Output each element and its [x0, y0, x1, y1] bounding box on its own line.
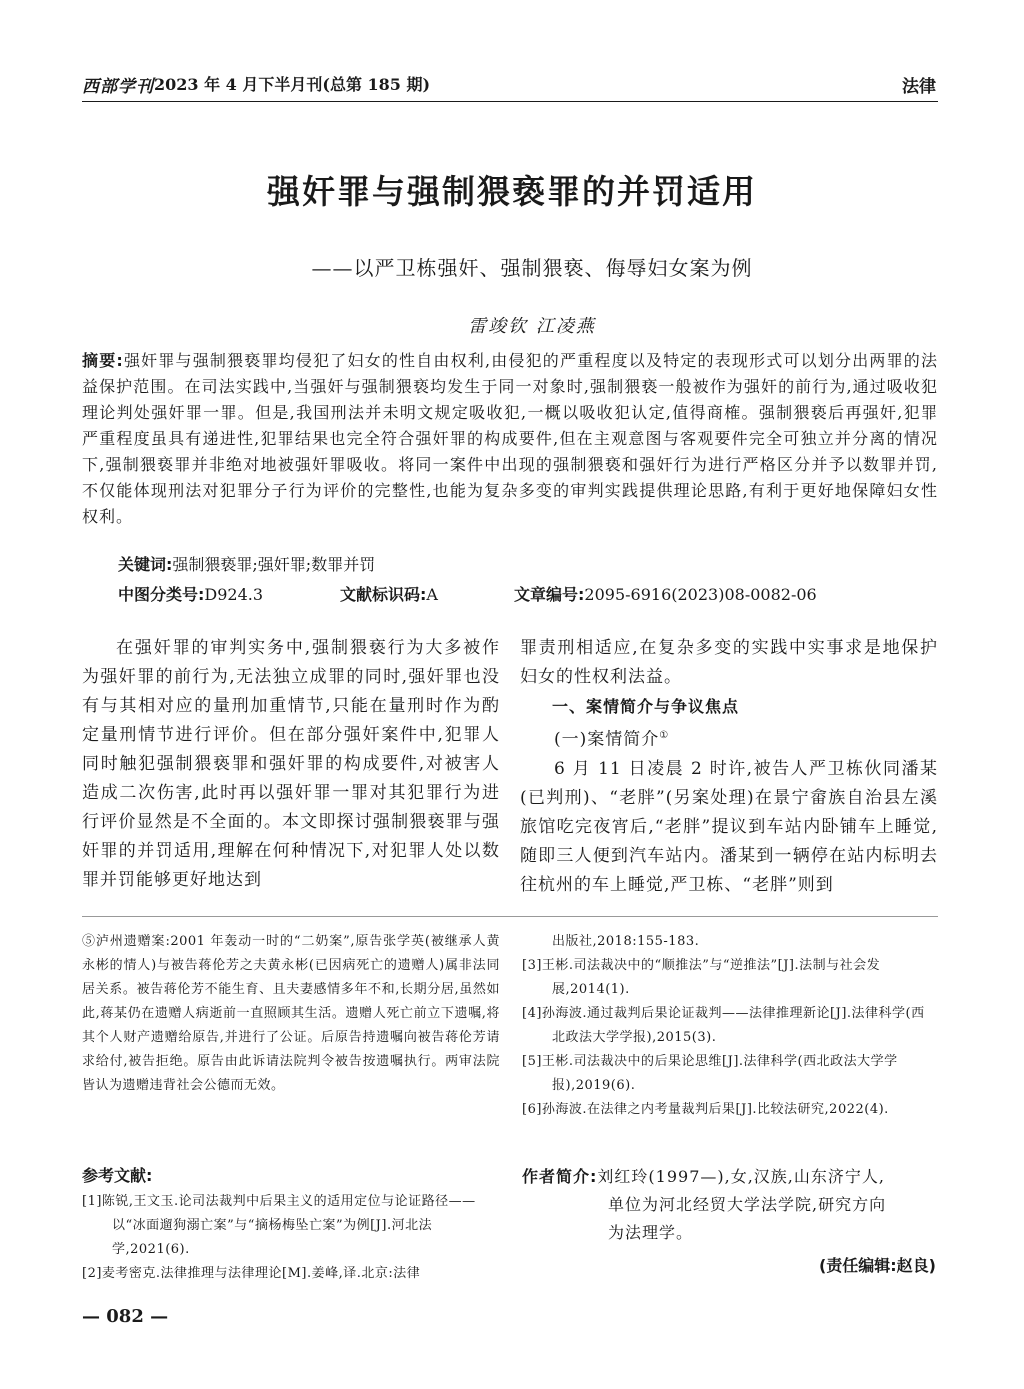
- reference-item: [1]陈锐,王文玉.论司法裁判中后果主义的适用定位与论证路径——以“冰面遛狗溺亡案”与“摘杨梅坠亡案”为例[J].河北法学,2021(6).: [82, 1194, 476, 1257]
- subsection-heading: [520, 721, 938, 755]
- art-label: 文章编号:: [514, 585, 585, 604]
- body-paragraph: 6 月 11 日凌晨 2 时许,被告人严卫栋伙同潘某(已判刑)、“老胖”(另案处理)在景宁畲族自治县左溪旅馆吃完夜宵后,“老胖”提议到车站内卧铺车上睡觉,随即三人便到汽车站内。潘某到一辆停在站内标明去往杭州的车上睡觉,严卫栋、“老胖”则到: [520, 758, 938, 895]
- reference-item: [2]麦考密克.法律推理与法律理论[M].姜峰,译.北京:法律: [82, 1266, 421, 1281]
- doc-label: 文献标识码:: [340, 585, 427, 604]
- article-subtitle: ——以严卫栋强奸、强制猥亵、侮辱妇女案为例: [311, 256, 753, 280]
- section-label: 法律: [902, 77, 936, 97]
- references-heading: 参考文献:: [82, 1166, 153, 1185]
- reference-item: [3]王彬.司法裁决中的“顺推法”与“逆推法”[J].法制与社会发展,2014(1).: [522, 958, 881, 997]
- footnote-marker: ①: [659, 730, 670, 741]
- footnote-left: ⑤泸州遗赠案:2001 年轰动一时的“二奶案”,原告张学英(被继承人黄永彬的情人)与被告蒋伦芳之夫黄永彬(已因病死亡的遗赠人)属非法同居关系。被告蒋伦芳不能生育、且夫妻感情多年不和,长期分居,虽然如此,蒋某仍在遗赠人病逝前一直照顾其生活。遗赠人死亡前立下遗嘱,将其个人财产遗赠给原告,并进行了公证。后原告持遗嘱向被告蒋伦芳请求给付,被告拒绝。原告由此诉请法院判令被告按遗嘱执行。两审法院皆认为遗赠违背社会公德而无效。: [82, 934, 500, 1093]
- reference-item: [6]孙海波.在法律之内考量裁判后果[J].比较法研究,2022(4).: [522, 1102, 889, 1117]
- running-header: [82, 70, 938, 100]
- responsible-editor: (责任编辑:赵良): [818, 1256, 936, 1275]
- reference-continued: 出版社,2018:155-183.: [552, 934, 700, 949]
- subsection-heading-text: (一)案情简介: [554, 729, 660, 750]
- clc-value: D924.3: [204, 585, 264, 604]
- clc-code: [118, 582, 263, 605]
- reference-item: [4]孙海波.通过裁判后果论证裁判——法律推理新论[J].法律科学(西北政法大学学报),2015(3).: [522, 1006, 925, 1045]
- author-bio: [522, 1163, 938, 1247]
- keywords: [118, 552, 375, 575]
- author-bio-line: 单位为河北经贸大学法学院,研究方向: [608, 1195, 887, 1214]
- body-paragraph: 在强奸罪的审判实务中,强制猥亵行为大多被作为强奸罪的前行为,无法独立成罪的同时,强奸罪也没有与其相对应的量刑加重情节,只能在量刑时作为酌定量刑情节进行评价。但在部分强奸案件中,犯罪人同时触犯强制猥亵罪和强奸罪的构成要件,对被害人造成二次伤害,此时再以强奸罪一罪对其犯罪行为进行评价显然是不全面的。本文即探讨强制猥亵罪与强奸罪的并罚适用,理解在何种情况下,对犯罪人处以数罪并罚能够更好地达到: [82, 638, 500, 890]
- issue-info: 2023 年 4 月下半月刊(总第 185 期): [154, 75, 431, 94]
- footnote-divider: [82, 916, 938, 917]
- abstract-label: 摘要:: [82, 351, 124, 370]
- body-column-left: [82, 634, 500, 895]
- section-heading: 一、案情简介与争议焦点: [552, 697, 740, 716]
- header-rule: [82, 101, 938, 102]
- clc-label: 中图分类号:: [118, 585, 205, 604]
- footnote-right: [522, 930, 938, 1122]
- author-bio-line: 刘红玲(1997—),女,汉族,山东济宁人,: [597, 1167, 885, 1186]
- body-column-right: [520, 634, 938, 900]
- article-title: 强奸罪与强制猥亵罪的并罚适用: [267, 172, 757, 211]
- author-bio-line: 为法理学。: [608, 1223, 694, 1242]
- body-paragraph-continued: 罪责刑相适应,在复杂多变的实践中实事求是地保护妇女的性权利法益。: [520, 638, 938, 687]
- article-authors: 雷竣钦 江凌燕: [468, 316, 596, 337]
- keywords-label: 关键词:: [118, 555, 173, 574]
- art-value: 2095-6916(2023)08-0082-06: [584, 585, 817, 604]
- references-list: [82, 1190, 502, 1286]
- page-number: — 082 —: [82, 1306, 169, 1327]
- keywords-text: 强制猥亵罪;强奸罪;数罪并罚: [172, 555, 376, 574]
- reference-item: [5]王彬.司法裁决中的后果论思维[J].法律科学(西北政法大学学报),2019(6).: [522, 1054, 898, 1093]
- journal-logo: 西部学刊: [82, 77, 154, 97]
- doc-code: [340, 582, 438, 605]
- classification-line: [118, 582, 918, 606]
- abstract: [82, 348, 938, 530]
- article-number: [514, 582, 817, 605]
- author-bio-label: 作者简介:: [522, 1167, 598, 1186]
- abstract-text: 强奸罪与强制猥亵罪均侵犯了妇女的性自由权利,由侵犯的严重程度以及特定的表现形式可以划分出两罪的法益保护范围。在司法实践中,当强奸与强制猥亵均发生于同一对象时,强制猥亵一般被作为强奸的前行为,通过吸收犯理论判处强奸罪一罪。但是,我国刑法并未明文规定吸收犯,一概以吸收犯认定,值得商榷。强制猥亵后再强奸,犯罪严重程度虽具有递进性,犯罪结果也完全符合强奸罪的构成要件,但在主观意图与客观要件完全可独立并分离的情况下,强制猥亵罪并非绝对地被强奸罪吸收。将同一案件中出现的强制猥亵和强奸行为进行严格区分并予以数罪并罚,不仅能体现刑法对犯罪分子行为评价的完整性,也能为复杂多变的审判实践提供理论思路,有利于更好地保障妇女性权利。: [82, 351, 938, 526]
- doc-value: A: [426, 585, 438, 604]
